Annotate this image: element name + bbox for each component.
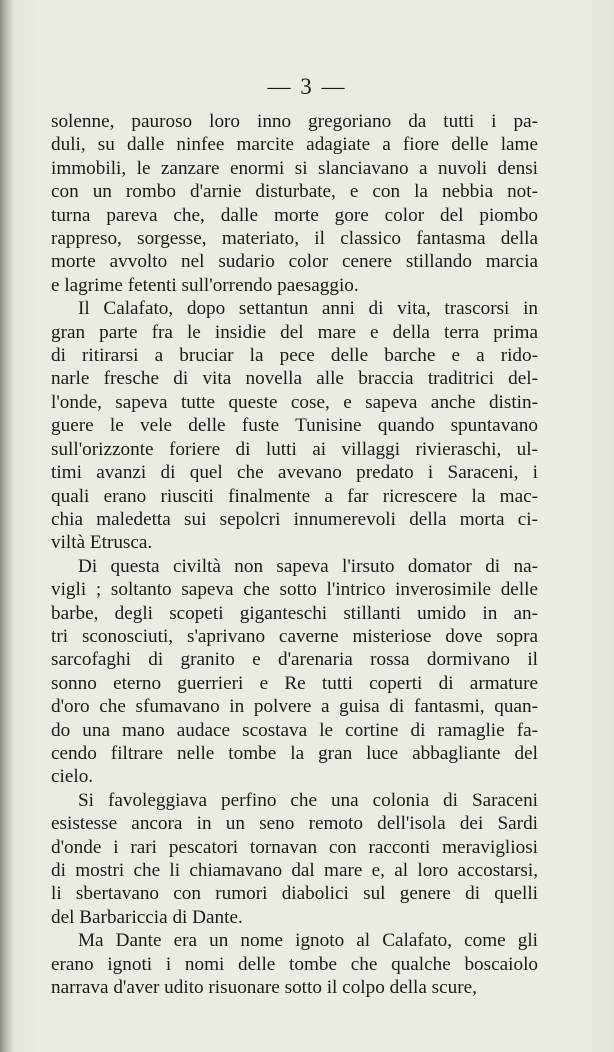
text-line: Si favoleggiava perfino che una colonia di Saraceni [78,789,538,811]
text-line: del Barbariccia di Dante. [51,906,243,928]
text-line: chia maledetta sui sepolcri innumerevoli della morta ci- [51,508,538,530]
page-number: — 3 — [267,74,347,99]
text-line: narrava d'aver udito risuonare sotto il colpo della scure, [51,977,477,999]
text-line: Ma Dante era un nome ignoto al Calafato, come gli [78,930,538,952]
text-line: solenne, pauroso loro inno gregoriano da tutti i pa- [51,111,538,132]
text-line: timi avanzi di quel che avevano predato i Saraceni, i [51,462,538,484]
text-line: rappreso, sorgesse, materiato, il classico fantasma della [51,228,538,250]
text-line: do una mano audace scostava le cortine di ramaglie fa- [51,719,538,741]
text-line: quali erano riusciti finalmente a far ricrescere la mac- [51,485,538,507]
paragraph [51,929,538,999]
text-line: di ritirarsi a bruciar la pece delle barche e a rido- [51,345,538,367]
paragraph [51,297,538,554]
text-line: esistesse ancora in un seno remoto dell'isola dei Sardi [51,813,538,835]
text-line: con un rombo d'arnie disturbate, e con la nebbia not- [51,181,538,203]
binding-shadow [0,0,14,1052]
text-line: barbe, degli scopeti giganteschi stillanti umido in an- [51,602,538,624]
text-line: Di questa civiltà non sapeva l'irsuto domator di na- [78,555,538,577]
text-line: sull'orizzonte foriere di lutti ai villaggi rivieraschi, ul- [51,438,538,460]
text-line: morte avvolto nel sudario color cenere stillando marcia [51,251,538,273]
text-line: cendo filtrare nelle tombe la gran luce abbagliante del [51,742,538,764]
text-line: di mostri che li chiamavano dal mare e, al loro accostarsi, [51,860,538,881]
text-line: sonno eterno guerrieri e Re tutti coperti di armature [51,672,538,694]
text-line: e lagrime fetenti sull'orrendo paesaggio. [51,274,359,296]
text-line: narle fresche di vita novella alle braccia traditrici del- [51,368,538,390]
text-line: duli, su dalle ninfee marcite adagiate a fiore delle lame [51,134,538,156]
text-line: cielo. [51,766,94,788]
paragraph [51,555,538,789]
paragraph [51,110,538,297]
text-line: erano ignoti i nomi delle tombe che qualche boscaiolo [51,953,538,975]
text-line: turna pareva che, dalle morte gore color del piombo [51,204,538,226]
text-line: l'onde, sapeva tutte queste cose, e sapeva anche distin- [51,391,538,413]
text-line: li sbertavano con rumori diabolici sul genere di quelli [51,883,538,905]
text-line: gran parte fra le insidie del mare e della terra prima [51,321,538,343]
text-line: d'onde i rari pescatori tornavan con racconti meravigliosi [51,836,538,858]
body-text [51,110,538,999]
text-line: tri sconosciuti, s'aprivano caverne misteriose dove sopra [51,625,538,647]
text-line: viltà Etrusca. [51,532,153,554]
text-line: vigli ; soltanto sapeva che sotto l'intrico inverosimile delle [51,579,538,601]
text-line: d'oro che sfumavano in polvere a guisa di fantasmi, quan- [51,696,538,718]
paragraph [51,789,538,929]
text-line: guere le vele delle fuste Tunisine quando spuntavano [51,415,538,437]
text-line: sarcofaghi di granito e d'arenaria rossa dormivano il [51,649,538,671]
text-line: immobili, le zanzare enormi si slanciavano a nuvoli densi [51,157,538,179]
text-line: Il Calafato, dopo settantun anni di vita, trascorsi in [78,298,538,320]
